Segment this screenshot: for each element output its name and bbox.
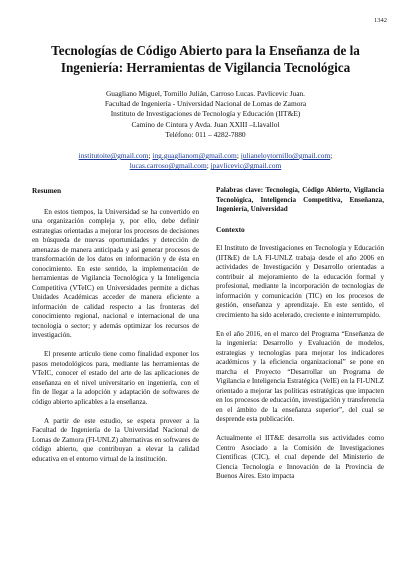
context-paragraph: En el año 2016, en el marco del Programa “Enseñanza de la ingeniería: Desarrollo y Evaluación de modelos, estrategias y tecnologías para mejorar los indicadores académicos y la eficiencia organizacional” se pone en marcha el Proyecto “Desarrollar un Programa de Vigilancia e Inteligencia Estratégica (VeIE) en la FI-UNLZ orientado a mejorar las políticas estratégicas que impacten en los procesos de educación, investigación y transferencia en el ámbito de la enseñanza superior”, del cual se desprende esta publicación. — [216, 329, 384, 423]
affiliation-line: Facultad de Ingeniería - Universidad Nacional de Lomas de Zamora — [104, 99, 307, 109]
context-paragraph: El Instituto de Investigaciones en Tecnología y Educación (IIT&E) de LA FI-UNLZ trabaja desde el año 2006 en actividades de Investigación y Desarrollo orientadas a contribuir al mejoramiento de la educación formal y profesional, mediante la incorporación de tecnologías de información y comunicación (TIC) en los procesos de gestión, enseñanza y aprendizaje. En este sentido, el crecimiento ha sido acelerado, creciente e ininterrumpido. — [216, 244, 384, 319]
section-heading-resumen: Resumen — [32, 186, 62, 195]
page-number: 1342 — [374, 17, 387, 24]
section-heading-contexto: Contexto — [216, 224, 245, 234]
affiliation-line: Instituto de Investigaciones de Tecnología y Educación (IIT&E) — [110, 109, 301, 119]
email-line — [20, 161, 391, 171]
right-column — [216, 186, 384, 491]
email-separator: ; — [206, 161, 211, 171]
abstract-paragraph: En estos tiempos, la Universidad se ha convertido en una organización compleja y, por ello, debe definir estrategias orientadas a mejorar los procesos de decisiones en búsqueda de nuevas oportunidades y detección de amenazas de manera anticipada y así generar procesos de transformación de los datos en información y de ésta en conocimiento. En este sentido, la implementación de herramientas de Vigilancia Tecnológica y la Inteligencia Competitiva (VTeIC) en Universidades permite a dichas Unidades Académicas acceder de manera eficiente a información de calidad respecto a las fronteras del conocimiento regional, nacional e internacional de una tecnología o sector; y además optimizar los recursos de investigación. — [32, 207, 199, 339]
email-link[interactable]: lucas.carroso@gmail.com — [129, 161, 207, 171]
paper-title: Tecnologías de Código Abierto para la Enseñanza de la Ingeniería: Herramientas de Vigilancia Tecnológica — [51, 43, 360, 75]
email-line — [20, 151, 391, 161]
email-list — [20, 151, 391, 171]
abstract-paragraph: El presente artículo tiene como finalidad exponer los pasos metodológicos para, mediante las herramientas de VTeIC, conocer el estado del arte de las aplicaciones de enseñanza en el nivel universitario en ingeniería, con el fin de llegar a la adopción y adaptación de softwares de código abierto aplicables a la enseñanza. — [32, 350, 199, 406]
email-link[interactable]: julianeloytornillo@gmail.com — [240, 151, 331, 160]
email-separator: ; — [330, 151, 333, 160]
abstract-paragraph: A partir de este estudio, se espera proveer a la Facultad de Ingeniería de la Universidad Nacional de Lomas de Zamora (FI-UNLZ) alternativas en softwares de código abierto, que contribuyan a elevar la calidad educativa en el entorno virtual de la institución. — [32, 416, 199, 463]
email-separator: ; — [148, 151, 153, 160]
affiliation-line: Camino de Cintura y Avda. Juan XXIII –Llavallol — [131, 119, 280, 129]
email-link[interactable]: ing.guaglianom@gmail.com — [152, 151, 237, 160]
keywords: Palabras clave: Tecnología, Código Abierto, Vigilancia Tecnológica, Inteligencia Competitiva, Enseñanza, Ingeniería, Universidad — [216, 186, 384, 213]
left-column — [32, 186, 199, 474]
affiliation-line: Teléfono: 011 – 4282-7880 — [165, 129, 246, 139]
authors: Guagliano Miguel, Tornillo Julián, Carroso Lucas. Pavlicevic Juan. — [105, 89, 306, 98]
email-separator: ; — [236, 151, 241, 160]
context-paragraph: Actualmente el IIT&E desarrolla sus actividades como Centro Asociado a la Comisión de Investigaciones Científicas (CIC), el cual depende del Ministerio de Ciencia Tecnología e Innovación de la Provincia de Buenos Aires. Esto impacta — [216, 434, 384, 480]
email-link[interactable]: jpavlicevic@gmail.com — [210, 161, 282, 171]
email-link[interactable]: institutoite@gmail.com — [78, 151, 149, 160]
author-block — [20, 89, 391, 140]
